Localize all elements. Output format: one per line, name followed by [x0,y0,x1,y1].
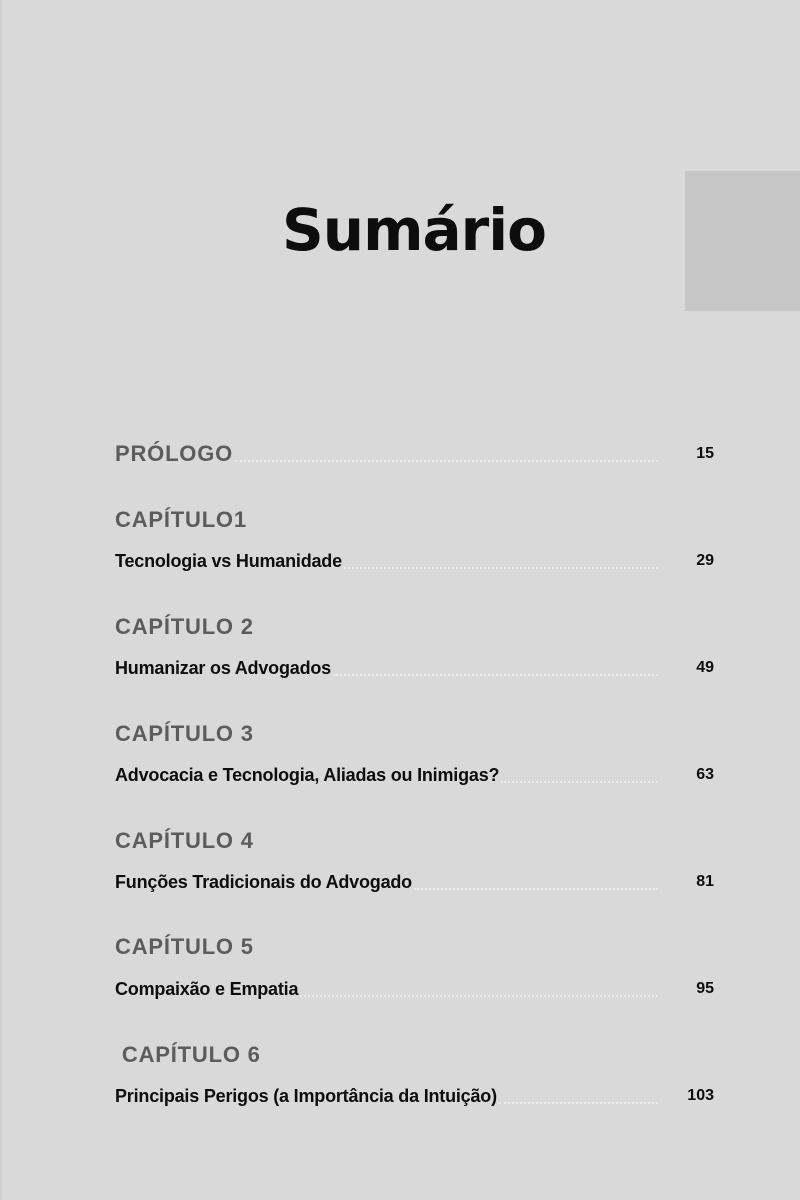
toc-prologue-label: PRÓLOGO [115,441,234,466]
leader-dots [414,866,658,890]
toc-page-number: 29 [696,552,714,569]
toc-entry-prologue[interactable] [115,436,715,466]
toc-entry-title: Compaixão e Empatia [115,979,299,999]
toc-entry-title: Advocacia e Tecnologia, Aliadas ou Inimigas? [115,765,500,785]
toc-page-number: 49 [696,659,714,676]
chapter-heading: CAPÍTULO 3 [115,721,254,746]
toc-entry[interactable] [115,650,715,680]
toc-entry-title: Funções Tradicionais do Advogado [115,872,412,892]
toc-page-number: 81 [696,873,714,890]
toc-entry[interactable] [115,543,715,573]
page-title: Sumário [282,196,546,264]
toc-entry-title: Humanizar os Advogados [115,658,331,678]
leader-dots [333,652,658,676]
leader-dots [235,438,658,462]
chapter-heading: CAPÍTULO1 [115,507,247,532]
toc-entry[interactable] [115,1078,715,1108]
chapter-heading: CAPÍTULO 4 [115,828,254,853]
toc-page-number: 15 [696,445,714,462]
toc-entry[interactable] [115,864,715,894]
chapter-heading: CAPÍTULO 2 [115,614,254,639]
toc-page-number: 103 [687,1087,714,1104]
leader-dots [501,759,658,783]
toc-entry[interactable] [115,757,715,787]
chapter-heading: CAPÍTULO 6 [115,1042,261,1067]
toc-entry[interactable] [115,971,715,1001]
toc-entry-title: Tecnologia vs Humanidade [115,551,342,571]
toc-page-number: 95 [696,980,714,997]
leader-dots [300,973,658,997]
chapter-heading: CAPÍTULO 5 [115,934,254,959]
leader-dots [344,545,658,569]
toc-page-number: 63 [696,766,714,783]
toc-entry-title: Principais Perigos (a Importância da Intuição) [115,1086,497,1106]
leader-dots [499,1080,658,1104]
